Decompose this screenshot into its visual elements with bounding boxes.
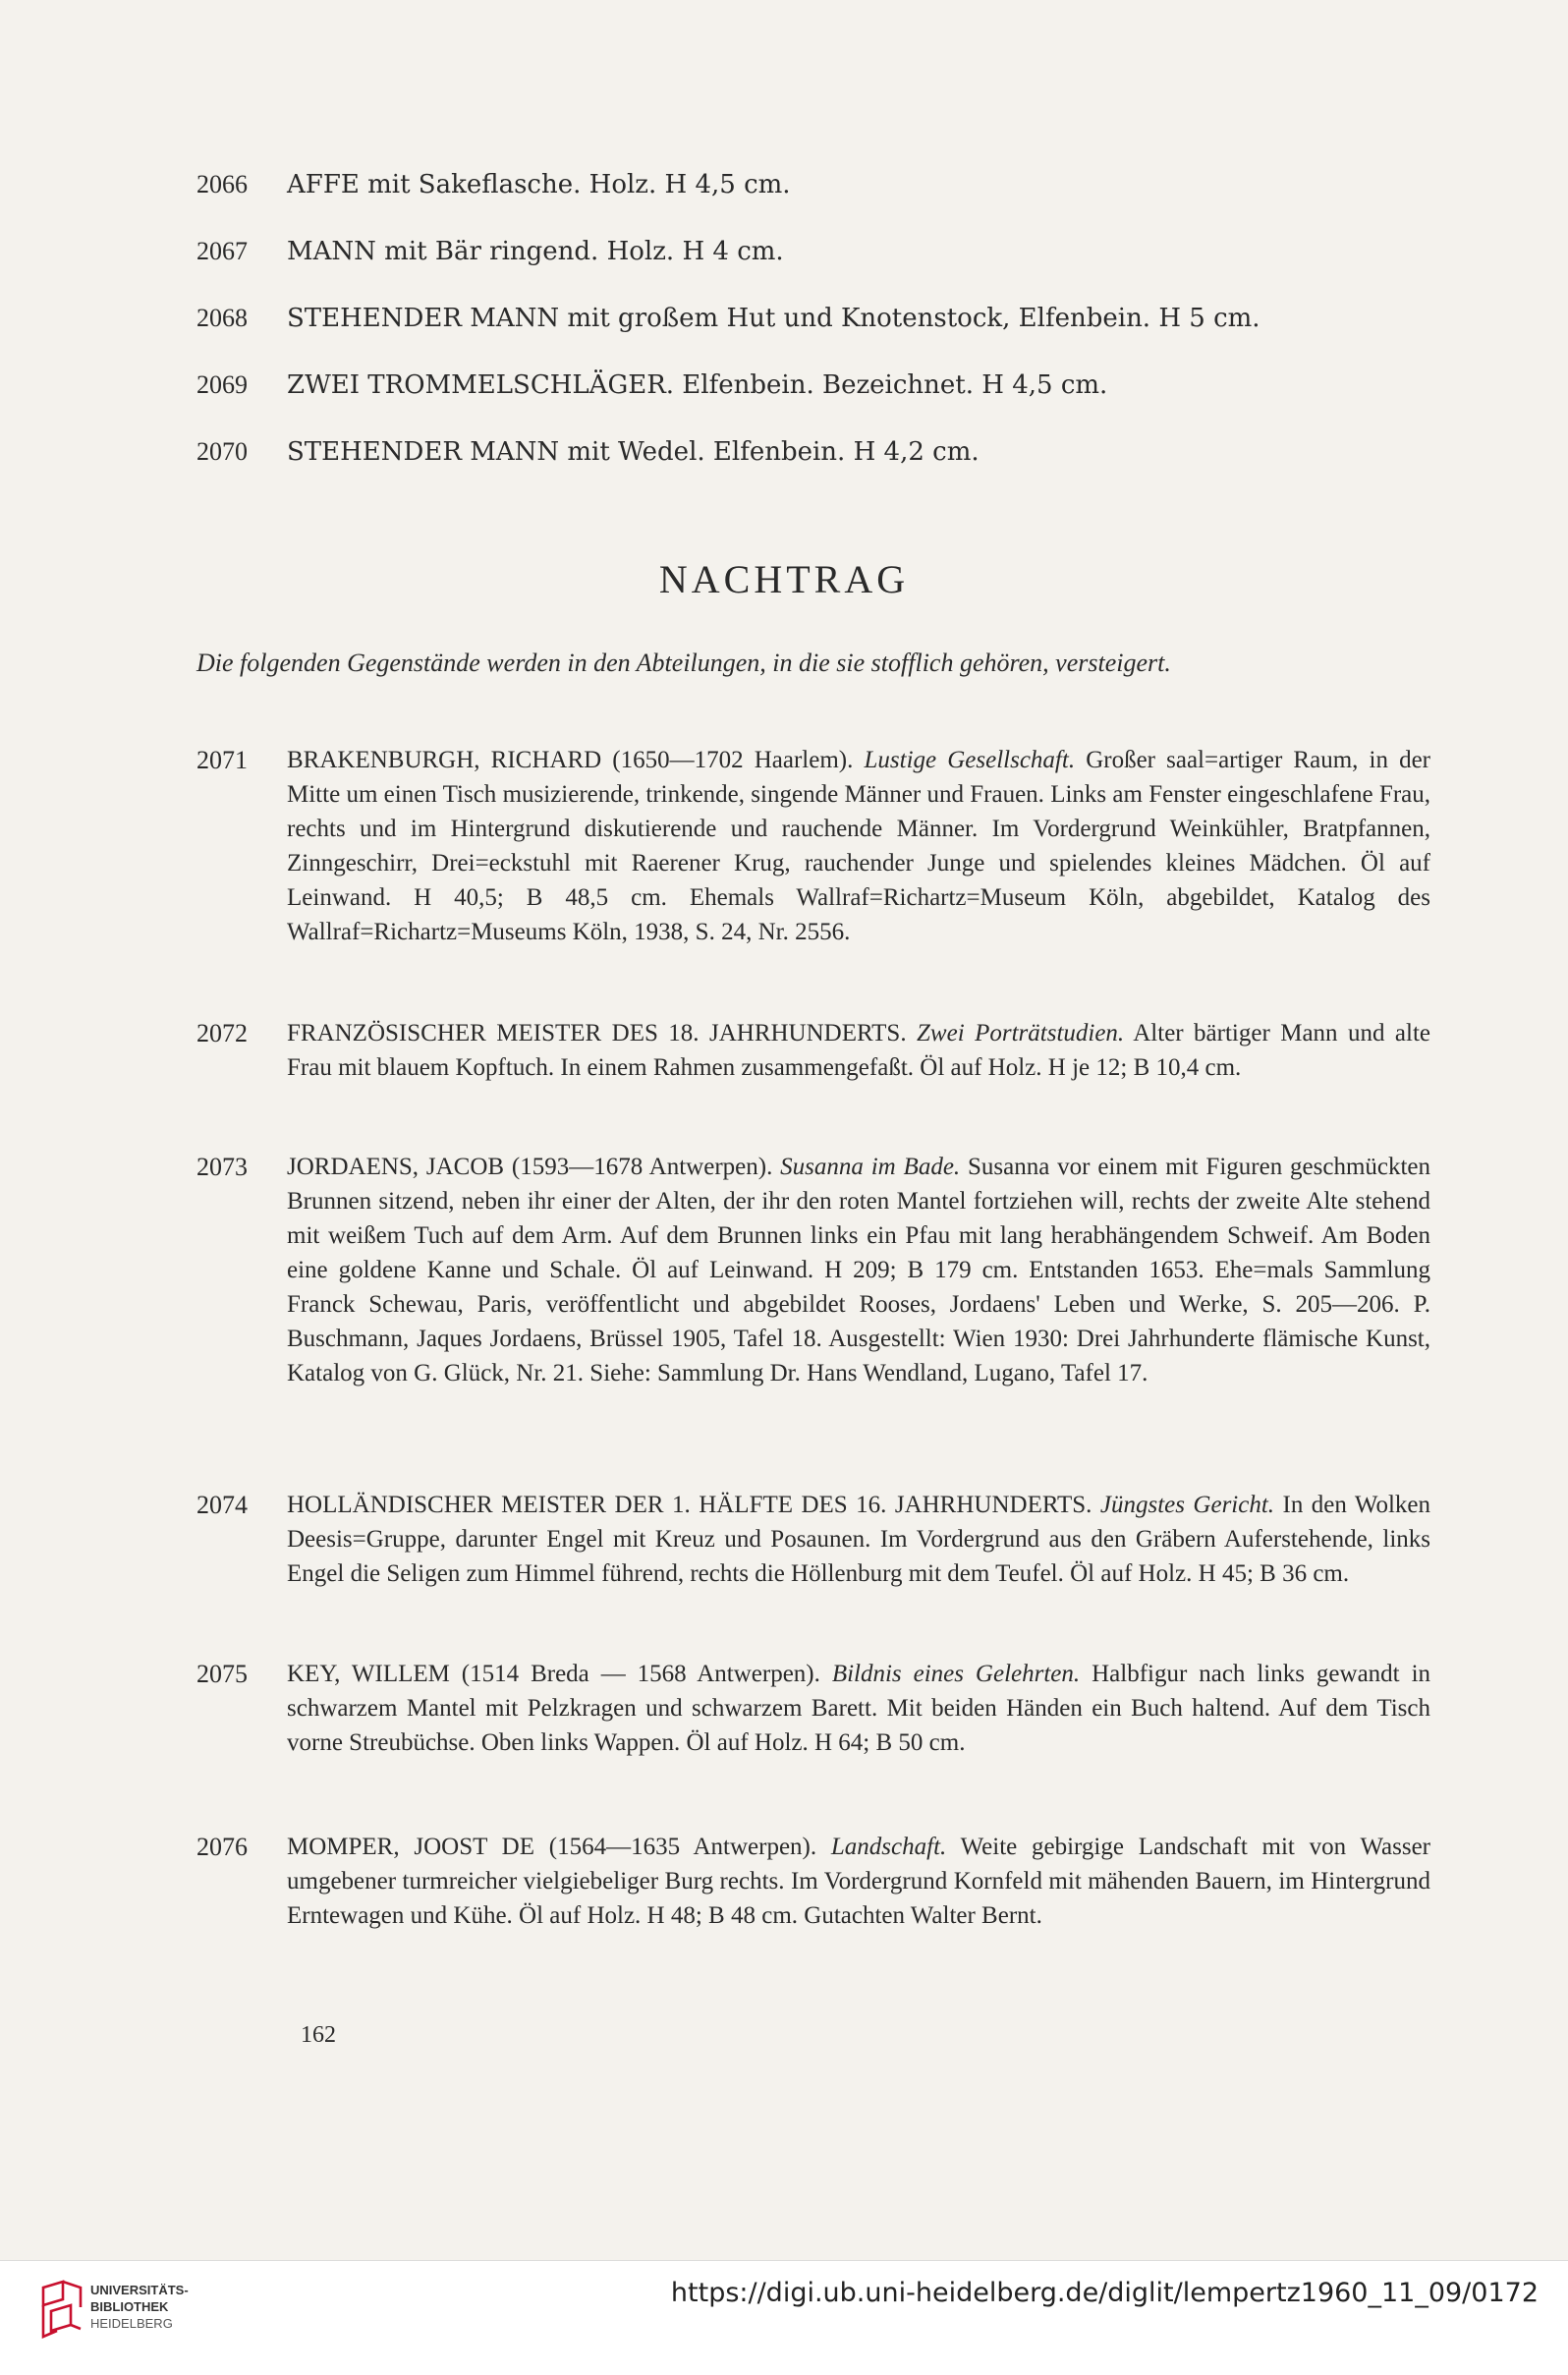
- entry-title: Landschaft.: [830, 1834, 947, 1860]
- entry-number: 2074: [196, 1491, 248, 1519]
- entry-title: Lustige Gesellschaft.: [864, 747, 1076, 773]
- entry-number: 2068: [196, 304, 248, 332]
- entry-text: [287, 1150, 1430, 1390]
- library-name-line2: BIBLIOTHEK: [90, 2299, 169, 2314]
- entry-number: 2069: [196, 370, 248, 399]
- entry-body: Susanna vor einem mit Figuren geschmückten Brunnen sitzend, neben ihr einer der Alten, der ihr den roten Mantel fortziehen will, rechts der zweite Alte stehend mit weißem Tuch auf dem Arm. Auf dem Brunnen links ein Pfau mit lang herabhängendem Schweif. Am Boden eine goldene Kanne und Schale. Öl auf Leinwand. H 209; B 179 cm. Entstanden 1653. Ehe=mals Sammlung Franck Schewau, Paris, veröffentlicht und abgebildet Rooses, Jordaens' Leben und Werke, S. 205—206. P. Buschmann, Jaques Jordaens, Brüssel 1905, Tafel 18. Ausgestellt: Wien 1930: Drei Jahrhunderte flämische Kunst, Katalog von G. Glück, Nr. 21. Siehe: Sammlung Dr. Hans Wendland, Lugano, Tafel 17.: [287, 1154, 1431, 1386]
- entry-body: Großer saal=artiger Raum, in der Mitte um einen Tisch musizierende, trinkende, singende Männer und Frauen. Links am Fenster eingeschlafene Frau, rechts und im Hintergrund diskutierende und rauchende Männer. Im Vordergrund Weinkühler, Bratpfannen, Zinngeschirr, Drei=eckstuhl mit Raerener Krug, rauchender Junge und spielendes kleines Mädchen. Öl auf Leinwand. H 40,5; B 48,5 cm. Ehemals Wallraf=Richartz=Museum Köln, abgebildet, Katalog des Wallraf=Richartz=Museums Köln, 1938, S. 24, Nr. 2556.: [287, 747, 1431, 945]
- entry-lead: JORDAENS, JACOB (1593—1678 Antwerpen).: [287, 1154, 773, 1180]
- entry-lead: KEY, WILLEM (1514 Breda — 1568 Antwerpen).: [287, 1661, 820, 1687]
- university-library-logo-icon: [37, 2278, 86, 2348]
- page-number: 162: [301, 2022, 336, 2048]
- entry-body: Halbfigur nach links gewandt in schwarzem Mantel mit Pelzkragen und schwarzem Barett. Mit beiden Händen ein Buch haltend. Auf dem Tisch vorne Streubüchse. Oben links Wappen. Öl auf Holz. H 64; B 50 cm.: [287, 1661, 1431, 1756]
- entry-number: 2072: [196, 1019, 248, 1047]
- entry-number: 2066: [196, 170, 248, 198]
- entry-text: [287, 743, 1430, 949]
- entry-text: STEHENDER MANN mit Wedel. Elfenbein. H 4,2 cm.: [287, 437, 980, 467]
- entry-number: 2070: [196, 437, 248, 466]
- entry-title: Zwei Porträtstudien.: [917, 1020, 1125, 1046]
- entry-number: 2067: [196, 237, 248, 265]
- entry-title: Susanna im Bade.: [780, 1154, 961, 1180]
- entry-title: Jüngstes Gericht.: [1099, 1492, 1275, 1518]
- library-name-line1: UNIVERSITÄTS-: [90, 2283, 189, 2297]
- entry-text: ZWEI TROMMELSCHLÄGER. Elfenbein. Bezeichnet. H 4,5 cm.: [287, 370, 1108, 400]
- entry-body: In den Wolken Deesis=Gruppe, darunter Engel mit Kreuz und Posaunen. Im Vordergrund aus den Gräbern Auferstehende, links Engel die Seligen zum Himmel führend, rechts die Höllenburg mit dem Teufel. Öl auf Holz. H 45; B 36 cm.: [287, 1492, 1431, 1587]
- entry-text: [287, 1016, 1430, 1085]
- entry-text: MANN mit Bär ringend. Holz. H 4 cm.: [287, 237, 784, 266]
- catalog-entry-2067: [196, 236, 1375, 267]
- entry-title: Bildnis eines Gelehrten.: [831, 1661, 1081, 1687]
- entry-number: 2073: [196, 1153, 248, 1181]
- entry-text: STEHENDER MANN mit großem Hut und Knotenstock, Elfenbein. H 5 cm.: [287, 304, 1260, 333]
- entry-body: Weite gebirgige Landschaft mit von Wasser umgebener turmreicher vielgiebeliger Burg rechts. Im Vordergrund Kornfeld mit mähenden Bauern, im Hintergrund Erntewagen und Kühe. Öl auf Holz. H 48; B 48 cm. Gutachten Walter Bernt.: [287, 1834, 1431, 1929]
- entry-number: 2075: [196, 1660, 248, 1688]
- catalog-entry-2070: [196, 436, 1375, 468]
- entry-number: 2076: [196, 1833, 248, 1861]
- library-name: [90, 2282, 189, 2332]
- entry-text: [287, 1488, 1430, 1591]
- entry-text: [287, 1657, 1430, 1760]
- entry-number: 2071: [196, 746, 248, 774]
- entry-lead: MOMPER, JOOST DE (1564—1635 Antwerpen).: [287, 1834, 817, 1860]
- entry-text: [287, 1830, 1430, 1933]
- catalog-entry-2069: [196, 369, 1375, 401]
- catalog-entry-2068: [196, 303, 1375, 334]
- entry-text: AFFE mit Sakeflasche. Holz. H 4,5 cm.: [287, 170, 791, 199]
- entry-lead: BRAKENBURGH, RICHARD (1650—1702 Haarlem).: [287, 747, 854, 773]
- section-subheading: Die folgenden Gegenstände werden in den Abteilungen, in die sie stofflich gehören, versteigert.: [196, 649, 1171, 677]
- permalink-url[interactable]: https://digi.ub.uni-heidelberg.de/diglit/lempertz1960_11_09/0172: [670, 2278, 1539, 2308]
- catalog-entry-2066: [196, 169, 1375, 200]
- entry-lead: FRANZÖSISCHER MEISTER DES 18. JAHRHUNDERTS.: [287, 1020, 907, 1046]
- entry-lead: HOLLÄNDISCHER MEISTER DER 1. HÄLFTE DES 16. JAHRHUNDERTS.: [287, 1492, 1092, 1518]
- library-name-line3: HEIDELBERG: [90, 2316, 173, 2331]
- entry-body: Alter bärtiger Mann und alte Frau mit blauem Kopftuch. In einem Rahmen zusammengefaßt. Öl auf Holz. H je 12; B 10,4 cm.: [287, 1020, 1431, 1081]
- section-heading: NACHTRAG: [658, 557, 910, 601]
